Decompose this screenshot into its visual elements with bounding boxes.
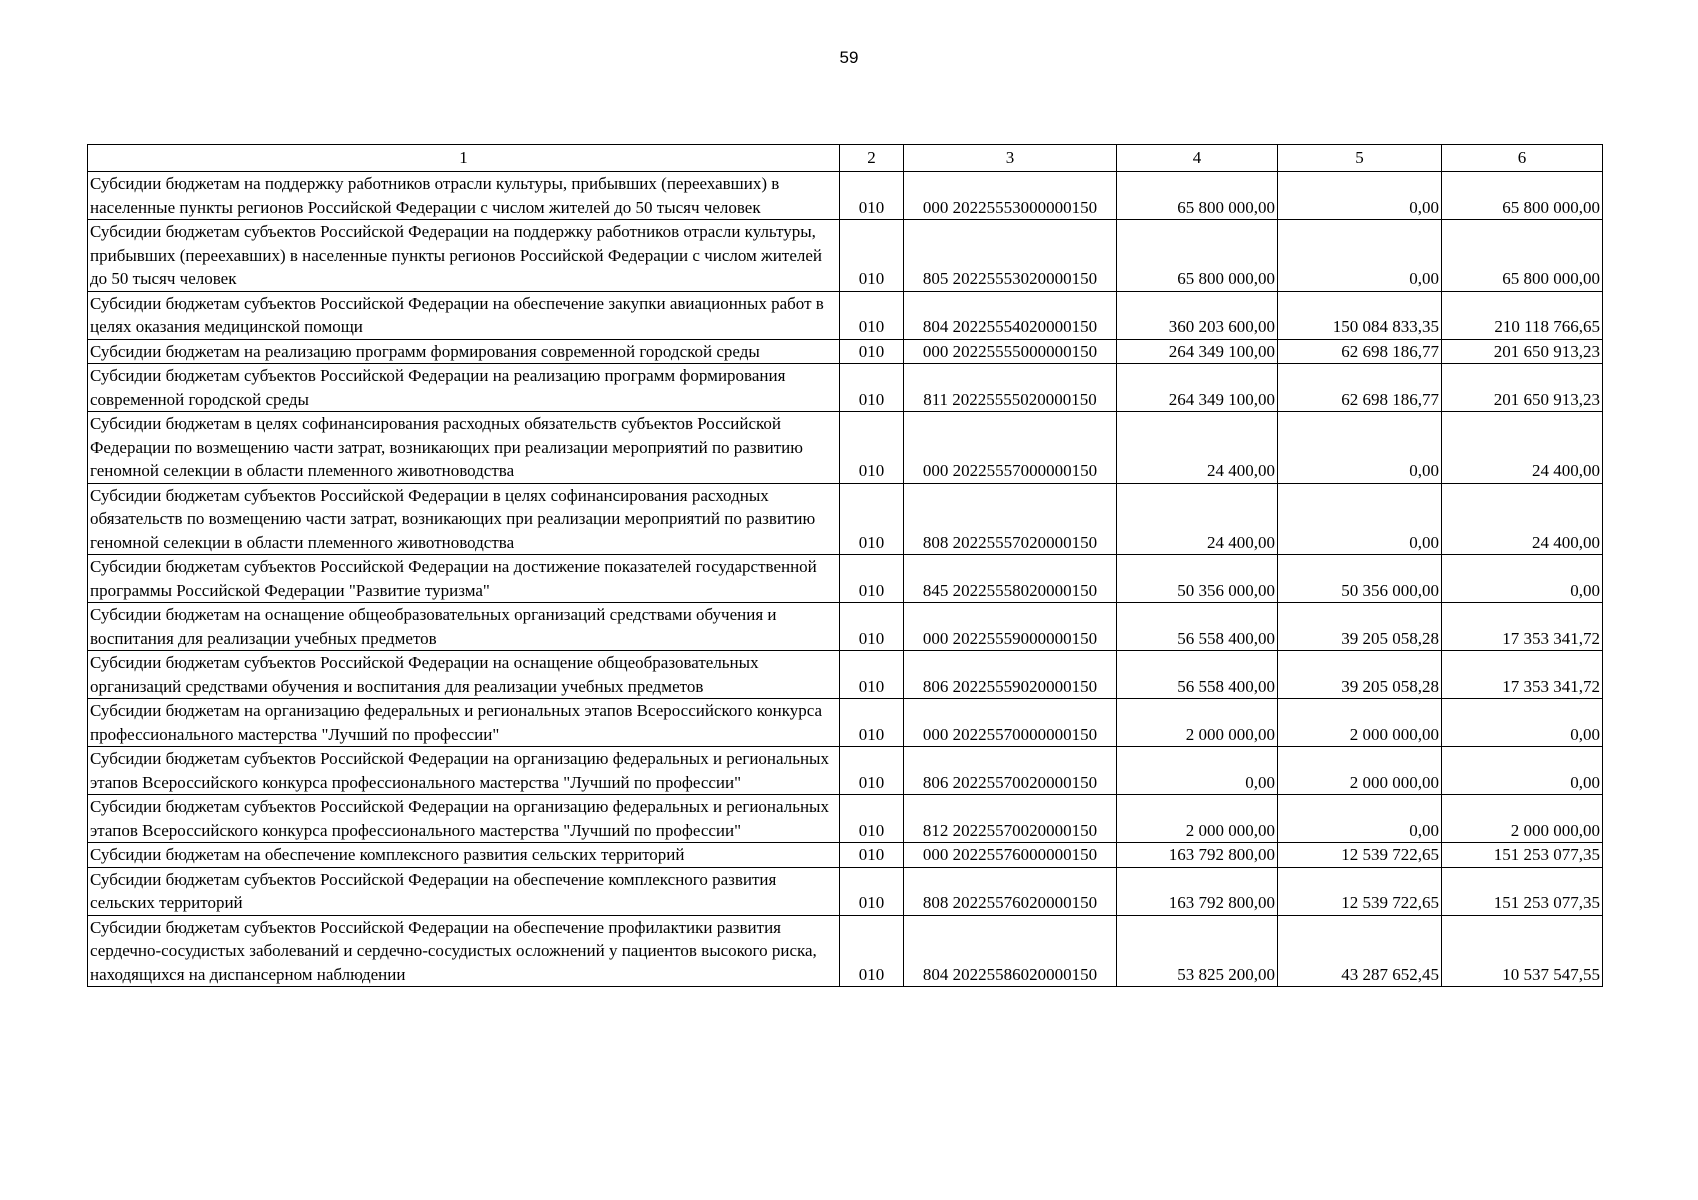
row-value-col4: 56 558 400,00: [1117, 603, 1278, 651]
table-row: [88, 915, 1603, 987]
row-budget-code: 000 20225576000000150: [904, 843, 1117, 868]
row-value-col4: 24 400,00: [1117, 483, 1278, 555]
row-admin-code: 010: [840, 747, 904, 795]
row-value-col4: 264 349 100,00: [1117, 364, 1278, 412]
row-budget-code: 808 20225557020000150: [904, 483, 1117, 555]
column-header-6: 6: [1442, 145, 1603, 172]
row-budget-code: 000 20225555000000150: [904, 339, 1117, 364]
row-value-col5: 0,00: [1278, 412, 1442, 484]
row-budget-code: 000 20225557000000150: [904, 412, 1117, 484]
column-header-4: 4: [1117, 145, 1278, 172]
row-admin-code: 010: [840, 339, 904, 364]
row-budget-code: 806 20225559020000150: [904, 651, 1117, 699]
row-name: Субсидии бюджетам субъектов Российской Федерации на обеспечение комплексного развития сельских территорий: [88, 867, 840, 915]
row-value-col4: 264 349 100,00: [1117, 339, 1278, 364]
row-name: Субсидии бюджетам субъектов Российской Федерации на организацию федеральных и региональных этапов Всероссийского конкурса профессионального мастерства "Лучший по профессии": [88, 795, 840, 843]
row-name: Субсидии бюджетам субъектов Российской Федерации на достижение показателей государственной программы Российской Федерации "Развитие туризма": [88, 555, 840, 603]
row-name: Субсидии бюджетам субъектов Российской Федерации на организацию федеральных и региональных этапов Всероссийского конкурса профессионального мастерства "Лучший по профессии": [88, 747, 840, 795]
row-admin-code: 010: [840, 603, 904, 651]
row-admin-code: 010: [840, 555, 904, 603]
table-row: [88, 603, 1603, 651]
row-name: Субсидии бюджетам на поддержку работников отрасли культуры, прибывших (переехавших) в населенные пункты регионов Российской Федерации с числом жителей до 50 тысяч человек: [88, 172, 840, 220]
row-name: Субсидии бюджетам субъектов Российской Федерации в целях софинансирования расходных обязательств по возмещению части затрат, возникающих при реализации мероприятий по развитию геномной селекции в области племенного животноводства: [88, 483, 840, 555]
row-budget-code: 808 20225576020000150: [904, 867, 1117, 915]
column-header-5: 5: [1278, 145, 1442, 172]
row-name: Субсидии бюджетам на оснащение общеобразовательных организаций средствами обучения и воспитания для реализации учебных предметов: [88, 603, 840, 651]
row-value-col5: 0,00: [1278, 483, 1442, 555]
row-budget-code: 000 20225559000000150: [904, 603, 1117, 651]
row-name: Субсидии бюджетам на обеспечение комплексного развития сельских территорий: [88, 843, 840, 868]
column-header-2: 2: [840, 145, 904, 172]
table-row: [88, 747, 1603, 795]
row-value-col5: 12 539 722,65: [1278, 843, 1442, 868]
table-row: [88, 172, 1603, 220]
row-name: Субсидии бюджетам субъектов Российской Федерации на обеспечение профилактики развития сердечно-сосудистых заболеваний и сердечно-сосудистых осложнений у пациентов высокого риска, находящихся на диспансерном наблюдении: [88, 915, 840, 987]
row-value-col5: 0,00: [1278, 172, 1442, 220]
row-name: Субсидии бюджетам субъектов Российской Федерации на оснащение общеобразовательных организаций средствами обучения и воспитания для реализации учебных предметов: [88, 651, 840, 699]
table-row: [88, 339, 1603, 364]
row-budget-code: 000 20225570000000150: [904, 699, 1117, 747]
table-row: [88, 412, 1603, 484]
row-admin-code: 010: [840, 483, 904, 555]
row-name: Субсидии бюджетам в целях софинансирования расходных обязательств субъектов Российской Федерации по возмещению части затрат, возникающих при реализации мероприятий по развитию геномной селекции в области племенного животноводства: [88, 412, 840, 484]
row-admin-code: 010: [840, 915, 904, 987]
row-value-col6: 151 253 077,35: [1442, 867, 1603, 915]
row-value-col5: 43 287 652,45: [1278, 915, 1442, 987]
row-value-col4: 56 558 400,00: [1117, 651, 1278, 699]
row-value-col5: 62 698 186,77: [1278, 364, 1442, 412]
row-value-col6: 210 118 766,65: [1442, 291, 1603, 339]
row-admin-code: 010: [840, 172, 904, 220]
row-value-col4: 2 000 000,00: [1117, 795, 1278, 843]
row-value-col5: 50 356 000,00: [1278, 555, 1442, 603]
page-number: 59: [839, 48, 859, 67]
row-value-col5: 0,00: [1278, 795, 1442, 843]
row-value-col5: 39 205 058,28: [1278, 603, 1442, 651]
row-value-col6: 17 353 341,72: [1442, 651, 1603, 699]
row-value-col4: 163 792 800,00: [1117, 867, 1278, 915]
table-row: [88, 220, 1603, 292]
row-value-col6: 0,00: [1442, 747, 1603, 795]
column-header-1: 1: [88, 145, 840, 172]
row-value-col6: 0,00: [1442, 699, 1603, 747]
row-value-col6: 10 537 547,55: [1442, 915, 1603, 987]
row-value-col6: 201 650 913,23: [1442, 339, 1603, 364]
row-value-col6: 151 253 077,35: [1442, 843, 1603, 868]
row-value-col4: 360 203 600,00: [1117, 291, 1278, 339]
row-value-col5: 62 698 186,77: [1278, 339, 1442, 364]
row-value-col4: 163 792 800,00: [1117, 843, 1278, 868]
row-value-col6: 65 800 000,00: [1442, 220, 1603, 292]
table-row: [88, 555, 1603, 603]
row-admin-code: 010: [840, 651, 904, 699]
row-admin-code: 010: [840, 795, 904, 843]
row-value-col6: 17 353 341,72: [1442, 603, 1603, 651]
row-admin-code: 010: [840, 291, 904, 339]
row-value-col6: 24 400,00: [1442, 483, 1603, 555]
row-value-col4: 65 800 000,00: [1117, 220, 1278, 292]
table-row: [88, 483, 1603, 555]
row-value-col5: 2 000 000,00: [1278, 699, 1442, 747]
row-admin-code: 010: [840, 220, 904, 292]
row-value-col6: 24 400,00: [1442, 412, 1603, 484]
row-budget-code: 845 20225558020000150: [904, 555, 1117, 603]
row-value-col6: 0,00: [1442, 555, 1603, 603]
row-value-col5: 39 205 058,28: [1278, 651, 1442, 699]
row-budget-code: 805 20225553020000150: [904, 220, 1117, 292]
row-budget-code: 811 20225555020000150: [904, 364, 1117, 412]
row-value-col4: 53 825 200,00: [1117, 915, 1278, 987]
row-budget-code: 000 20225553000000150: [904, 172, 1117, 220]
column-header-3: 3: [904, 145, 1117, 172]
row-budget-code: 804 20225554020000150: [904, 291, 1117, 339]
row-name: Субсидии бюджетам субъектов Российской Федерации на поддержку работников отрасли культуры, прибывших (переехавших) в населенные пункты регионов Российской Федерации с числом жителей до 50 тысяч человек: [88, 220, 840, 292]
row-value-col6: 201 650 913,23: [1442, 364, 1603, 412]
row-name: Субсидии бюджетам на организацию федеральных и региональных этапов Всероссийского конкурса профессионального мастерства "Лучший по профессии": [88, 699, 840, 747]
row-value-col5: 150 084 833,35: [1278, 291, 1442, 339]
row-name: Субсидии бюджетам субъектов Российской Федерации на реализацию программ формирования современной городской среды: [88, 364, 840, 412]
row-value-col4: 65 800 000,00: [1117, 172, 1278, 220]
row-admin-code: 010: [840, 412, 904, 484]
row-value-col5: 0,00: [1278, 220, 1442, 292]
row-value-col6: 2 000 000,00: [1442, 795, 1603, 843]
row-name: Субсидии бюджетам на реализацию программ формирования современной городской среды: [88, 339, 840, 364]
row-name: Субсидии бюджетам субъектов Российской Федерации на обеспечение закупки авиационных работ в целях оказания медицинской помощи: [88, 291, 840, 339]
row-admin-code: 010: [840, 867, 904, 915]
table-row: [88, 867, 1603, 915]
table-row: [88, 651, 1603, 699]
row-value-col5: 2 000 000,00: [1278, 747, 1442, 795]
row-value-col4: 0,00: [1117, 747, 1278, 795]
row-value-col4: 2 000 000,00: [1117, 699, 1278, 747]
row-value-col5: 12 539 722,65: [1278, 867, 1442, 915]
row-admin-code: 010: [840, 364, 904, 412]
row-budget-code: 804 20225586020000150: [904, 915, 1117, 987]
column-number-row: [88, 145, 1603, 172]
row-value-col4: 50 356 000,00: [1117, 555, 1278, 603]
table-row: [88, 699, 1603, 747]
row-admin-code: 010: [840, 699, 904, 747]
table-row: [88, 843, 1603, 868]
row-value-col6: 65 800 000,00: [1442, 172, 1603, 220]
row-budget-code: 806 20225570020000150: [904, 747, 1117, 795]
row-budget-code: 812 20225570020000150: [904, 795, 1117, 843]
table-row: [88, 291, 1603, 339]
row-value-col4: 24 400,00: [1117, 412, 1278, 484]
table-row: [88, 364, 1603, 412]
row-admin-code: 010: [840, 843, 904, 868]
budget-table: [87, 144, 1603, 987]
table-row: [88, 795, 1603, 843]
